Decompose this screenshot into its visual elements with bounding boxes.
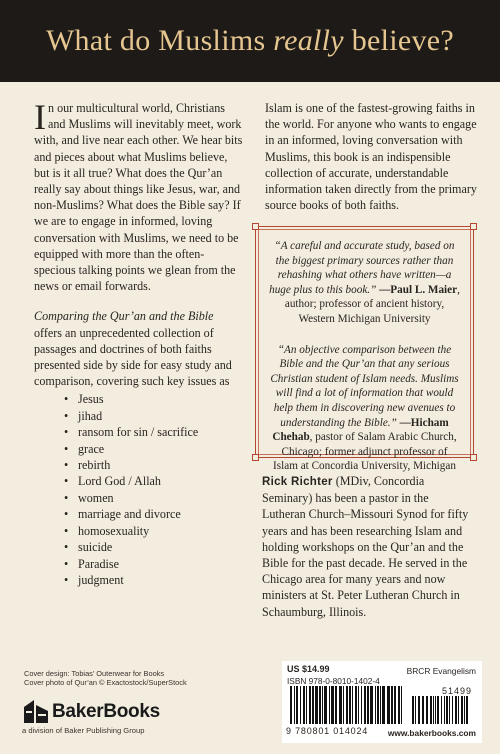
- barcode-bar: [455, 696, 457, 724]
- barcode-bar: [377, 686, 379, 724]
- headline-part: What do Muslims: [45, 24, 274, 57]
- barcode-bar: [367, 686, 369, 724]
- barcode-bar: [430, 696, 432, 724]
- issue-item: • suicide: [64, 539, 244, 555]
- barcode-bar: [315, 686, 318, 724]
- issue-item: • Jesus: [64, 391, 244, 407]
- barcode-bar: [349, 686, 351, 724]
- quote-text: “An objective comparison between the Bible and the Qur’an that any serious Christian student of Islam needs. Muslims will find a lot of information that would help them in discovering new avenues to understanding the Bible.”: [270, 343, 459, 429]
- frame-corner: [470, 454, 477, 461]
- issue-item: • homosexuality: [64, 523, 244, 539]
- barcode-bar: [458, 696, 459, 724]
- barcode-bar: [300, 686, 301, 724]
- issue-item: • rebirth: [64, 457, 244, 473]
- barcode-digits: 9 780801 014024: [286, 726, 369, 736]
- frame-corner: [470, 223, 477, 230]
- book-title: Comparing the Qur’an and the Bible: [34, 309, 214, 324]
- barcode-bar: [433, 696, 434, 724]
- drop-cap: I: [34, 97, 46, 137]
- author-bio-text: (MDiv, Concordia Seminary) has been a pastor in the Lutheran Church–Missouri Synod for fifty years and has been researching Islam and holding workshops on the Qur’an and the Bible for the past decade. He served in the Chicago area for many years and now ministers at St. Peter Lutheran Church in Schaumburg, Illinois.: [262, 474, 469, 619]
- barcode-bar: [394, 686, 396, 724]
- right-paragraph: Islam is one of the fastest-growing faiths in the world. For anyone who wants to engage in an informed, loving conversation with Muslims, this book is an indispensible collection of accurate, understandable information taken directly from the primary source books of both faiths.: [265, 101, 477, 213]
- cover-credits: [24, 669, 264, 688]
- barcode-bar: [435, 696, 436, 724]
- issue-item: • marriage and divorce: [64, 506, 244, 522]
- barcode-bar: [329, 686, 330, 724]
- intro-text: n our multicultural world, Christians and Muslims will inevitably meet, work with, and live near each other. We hear bits and pieces about what Muslims believe, but is it all true? What does the Qur’an really say about things like Jesus, war, and non-Muslims? What does the Bible say? If we are to engage in informed, loving conversation with Muslims, we need to be equipped with more than the often-specious talking points we glean from the news or email forwards.: [34, 101, 243, 294]
- barcode-bar: [324, 686, 327, 724]
- barcode-bar: [370, 686, 373, 724]
- barcode-bar: [355, 686, 357, 724]
- barcode-bar: [466, 696, 468, 724]
- intro-paragraph: [34, 97, 244, 294]
- headline-emphasis: really: [273, 24, 344, 57]
- quote-affiliation: , author; professor of ancient history, Western Michigan University: [284, 283, 460, 325]
- right-column: [265, 100, 477, 213]
- barcode-bar: [358, 686, 359, 724]
- frame-corner: [252, 454, 259, 461]
- barcode-bar: [426, 696, 428, 724]
- barcode-bar: [335, 686, 337, 724]
- barcode-panel: [282, 661, 482, 743]
- issue-item: • jihad: [64, 408, 244, 424]
- author-bio: [262, 473, 474, 620]
- publisher-logo: [22, 697, 222, 737]
- barcode-bar: [364, 686, 366, 724]
- barcode-bar: [312, 686, 314, 724]
- barcode-bar: [352, 686, 353, 724]
- barcode-bar: [444, 696, 445, 724]
- price-label: US $14.99: [287, 664, 330, 674]
- quote-author: —Hicham Chehab: [272, 416, 449, 444]
- barcode-bar: [339, 686, 342, 724]
- issue-item: • Paradise: [64, 556, 244, 572]
- barcode-bar: [391, 686, 393, 724]
- endorsement-quote: [264, 233, 465, 327]
- quote-text: “A careful and accurate study, based on the biggest primary sources rather than rehashing what others have written—a huge plus to this book.”: [269, 240, 455, 296]
- barcode-bar: [306, 686, 307, 724]
- isbn-label: ISBN 978-0-8010-1402-4: [287, 676, 380, 686]
- barcode-bar: [415, 696, 416, 724]
- barcode-bar: [387, 686, 390, 724]
- barcode-bar: [296, 686, 298, 724]
- barcode-icon: [286, 686, 476, 726]
- quote-affiliation: , pastor of Salam Arabic Church, Chicago; former adjunct professor of Islam at Concordia University, Michigan: [273, 431, 457, 473]
- barcode-bar: [446, 696, 448, 724]
- publisher-website: www.bakerbooks.com: [387, 728, 476, 738]
- barcode-bar: [331, 686, 334, 724]
- frame-corner: [252, 223, 259, 230]
- barcode-bar: [375, 686, 376, 724]
- issue-item: • ransom for sin / sacrifice: [64, 424, 244, 440]
- barcode-bar: [290, 686, 292, 724]
- headline-part: believe?: [343, 24, 455, 57]
- barcode-bar: [309, 686, 311, 724]
- barcode-bar: [401, 686, 402, 724]
- barcode-bar: [382, 686, 385, 724]
- credit-line: Cover design: Tobias’ Outerwear for Books: [24, 669, 165, 678]
- endorsement-box: [255, 226, 474, 473]
- bakerbooks-logo-icon: [22, 697, 50, 725]
- barcode-bar: [412, 696, 414, 724]
- publisher-name: BakerBooks: [52, 701, 160, 722]
- barcode-bar: [380, 686, 381, 724]
- barcode-bar: [452, 696, 453, 724]
- barcode-bar: [464, 696, 465, 724]
- quote-author: —Paul L. Maier: [376, 283, 458, 296]
- barcode-bar: [461, 696, 463, 724]
- issues-list: [64, 391, 244, 588]
- description-paragraph: [34, 308, 244, 389]
- barcode-bar: [294, 686, 295, 724]
- barcode-bar: [437, 696, 439, 724]
- barcode-bar: [319, 686, 321, 724]
- issue-item: • judgment: [64, 572, 244, 588]
- issue-item: • Lord God / Allah: [64, 473, 244, 489]
- left-column: [34, 97, 244, 588]
- barcode-bar: [449, 696, 450, 724]
- endorsement-quote: [264, 337, 465, 474]
- barcode-bar: [398, 686, 400, 724]
- header-band: [0, 0, 500, 82]
- barcode-bar: [418, 696, 420, 724]
- barcode-bar: [361, 686, 362, 724]
- barcode-bar: [441, 696, 442, 724]
- category-label: BRCR Evangelism: [406, 666, 476, 676]
- issue-item: • women: [64, 490, 244, 506]
- cover-headline: [46, 24, 454, 58]
- issue-item: • grace: [64, 441, 244, 457]
- barcode-bar: [422, 696, 424, 724]
- description-text: offers an unprecedented collection of passages and doctrines of both faiths presented side by side for easy study and comparison, covering such key issues as: [34, 325, 232, 389]
- barcode-bar: [322, 686, 323, 724]
- barcode-bar: [343, 686, 344, 724]
- barcode-bar: [303, 686, 305, 724]
- credit-line: Cover photo of Qur’an © Exactostock/SuperStock: [24, 678, 187, 688]
- publisher-division: a division of Baker Publishing Group: [22, 726, 145, 735]
- price-code: 51499: [441, 686, 472, 696]
- author-name: Rick Richter: [262, 476, 333, 488]
- barcode-bar: [346, 686, 348, 724]
